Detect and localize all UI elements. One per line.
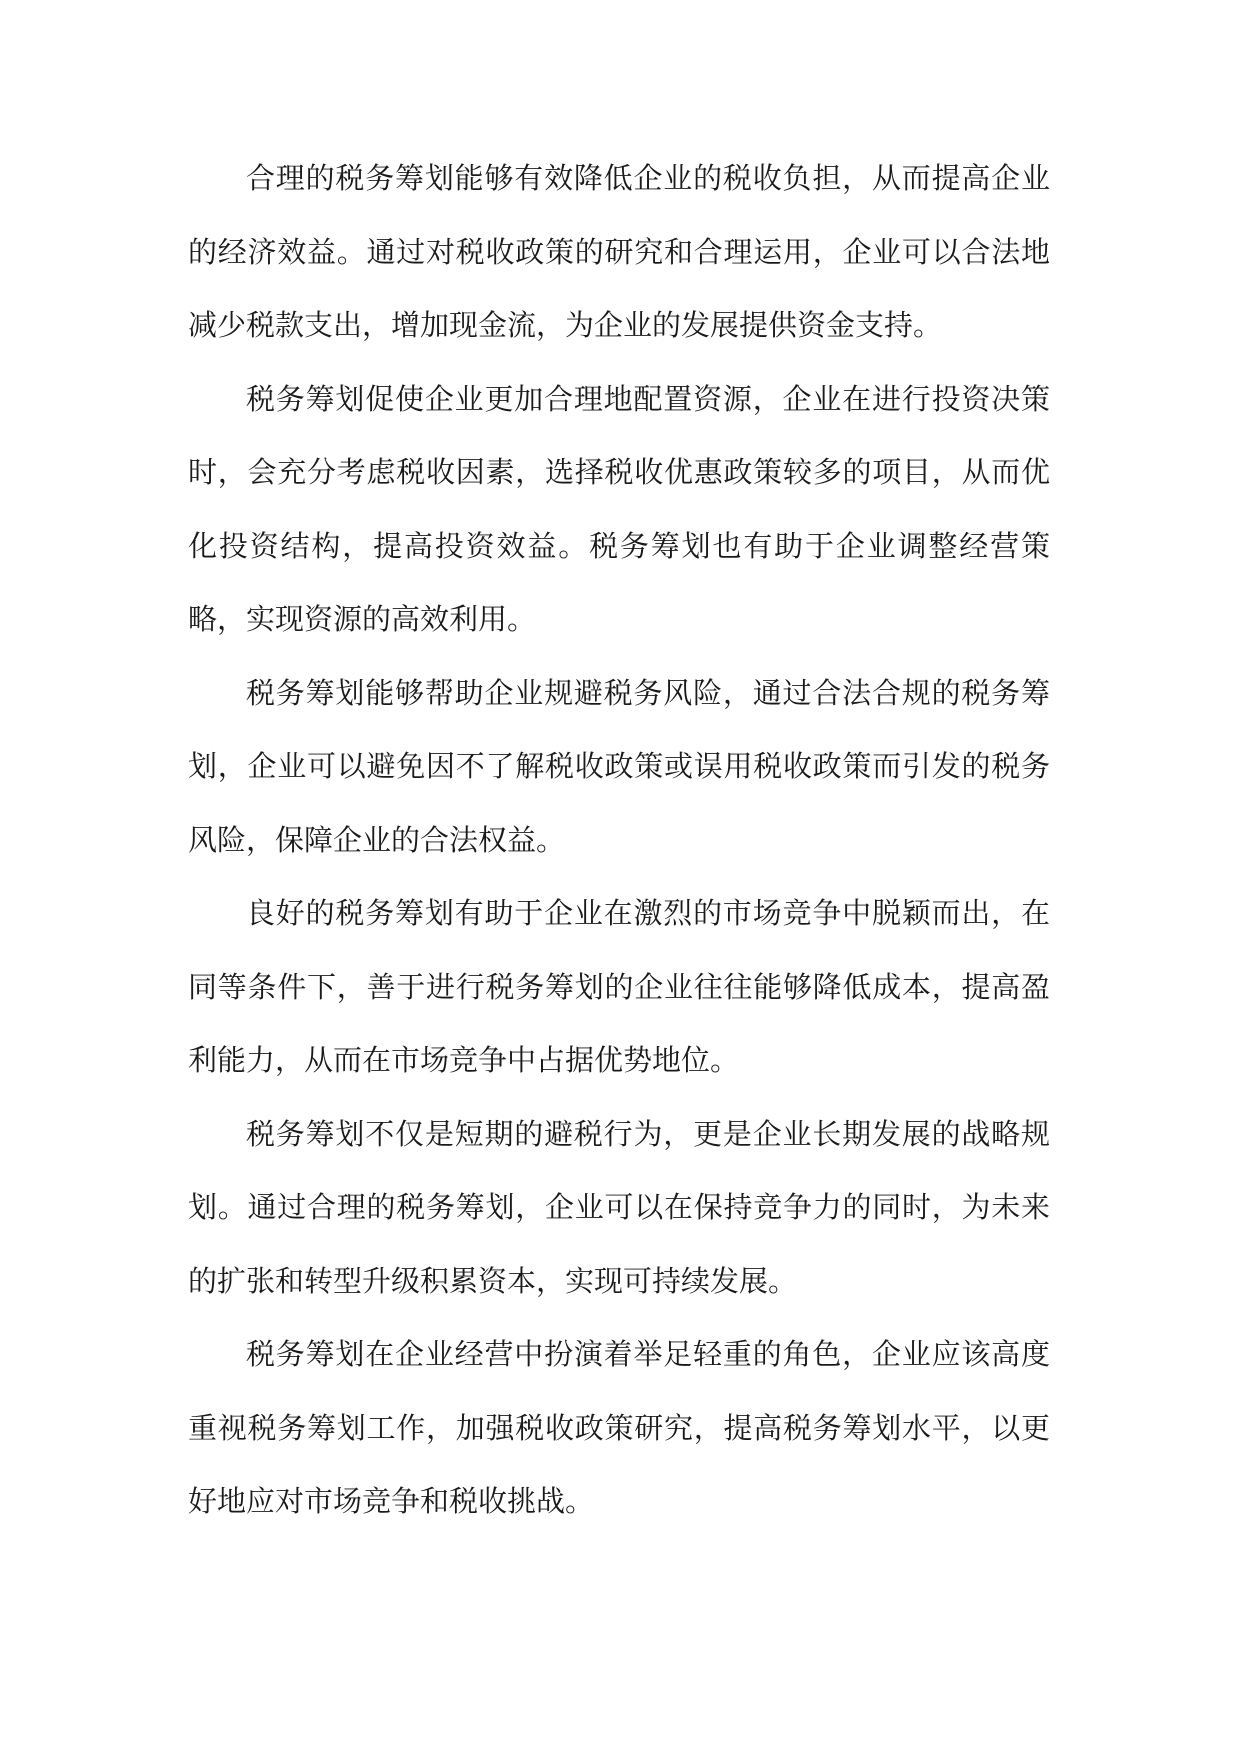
body-text bbox=[188, 142, 1050, 1539]
paragraph-2: 税务筹划促使企业更加合理地配置资源，企业在进行投资决策时，会充分考虑税收因素，选择税收优惠政策较多的项目，从而优化投资结构，提高投资效益。税务筹划也有助于企业调整经营策略，实现资源的高效利用。 bbox=[188, 381, 1050, 636]
paragraph-5: 税务筹划不仅是短期的避税行为，更是企业长期发展的战略规划。通过合理的税务筹划，企业可以在保持竞争力的同时，为未来的扩张和转型升级积累资本，实现可持续发展。 bbox=[188, 1116, 1050, 1298]
paragraph-6: 税务筹划在企业经营中扮演着举足轻重的角色，企业应该高度重视税务筹划工作，加强税收政策研究，提高税务筹划水平，以更好地应对市场竞争和税收挑战。 bbox=[188, 1337, 1050, 1518]
paragraph-3: 税务筹划能够帮助企业规避税务风险，通过合法合规的税务筹划，企业可以避免因不了解税收政策或误用税收政策而引发的税务风险，保障企业的合法权益。 bbox=[188, 675, 1050, 857]
paragraph-4: 良好的税务筹划有助于企业在激烈的市场竞争中脱颖而出，在同等条件下，善于进行税务筹划的企业往往能够降低成本，提高盈利能力，从而在市场竞争中占据优势地位。 bbox=[188, 896, 1050, 1077]
paragraph-1: 合理的税务筹划能够有效降低企业的税收负担，从而提高企业的经济效益。通过对税收政策的研究和合理运用，企业可以合法地减少税款支出，增加现金流，为企业的发展提供资金支持。 bbox=[188, 161, 1050, 342]
